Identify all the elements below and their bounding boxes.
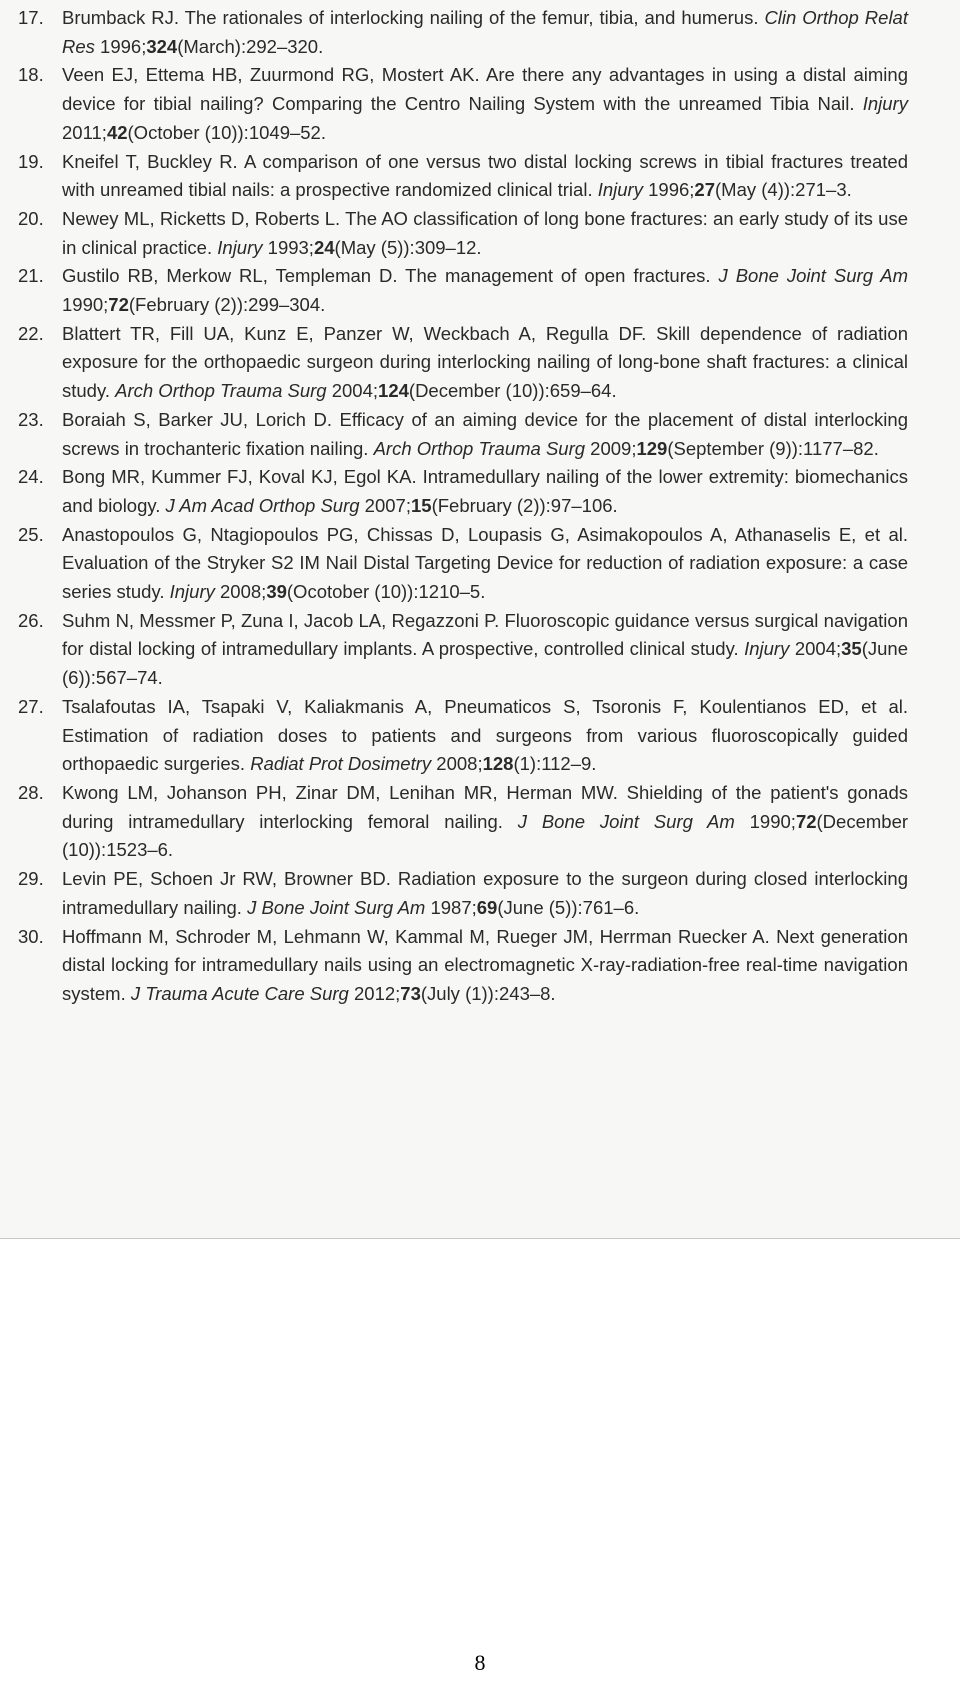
reference-text <box>62 61 908 147</box>
reference-item <box>18 205 908 262</box>
reference-item <box>18 865 908 922</box>
reference-year: 2007; <box>359 494 411 516</box>
reference-authors-title: Blattert TR, Fill UA, Kunz E, Panzer W, Weckbach A, Regulla DF. Skill dependence of radiation exposure for the orthopaedic surgeon during interlocking nailing of long-bone shaft fractures: a clinical study. <box>62 322 908 402</box>
reference-item <box>18 923 908 1009</box>
reference-authors-title: Suhm N, Messmer P, Zuna I, Jacob LA, Regazzoni P. Fluoroscopic guidance versus surgical navigation for distal locking of intramedullary implants. A prospective, controlled clinical study. <box>62 609 908 660</box>
reference-volume: 15 <box>410 494 432 516</box>
reference-journal: Injury <box>217 236 263 258</box>
reference-item <box>18 320 908 406</box>
reference-authors-title: Brumback RJ. The rationales of interlocking nailing of the femur, tibia, and humerus. <box>62 7 765 28</box>
reference-number: 24. <box>18 466 44 488</box>
reference-year: 1996; <box>94 35 147 57</box>
reference-issue-pages: (May (5)):309–12. <box>334 236 482 258</box>
reference-journal: J Bone Joint Surg Am <box>247 896 426 918</box>
reference-journal: J Bone Joint Surg Am <box>517 810 735 832</box>
reference-item <box>18 463 908 520</box>
reference-journal: J Bone Joint Surg Am <box>718 265 909 287</box>
reference-number: 19. <box>18 150 44 172</box>
reference-authors-title: Kwong LM, Johanson PH, Zinar DM, Lenihan MR, Herman MW. Shielding of the patient's gonads during intramedullary interlocking femoral nailing. <box>62 781 908 832</box>
reference-journal: Injury <box>862 93 908 115</box>
reference-issue-pages: (February (2)):97–106. <box>431 494 618 516</box>
reference-volume: 129 <box>636 437 668 459</box>
reference-text <box>62 923 908 1009</box>
reference-item <box>18 61 908 147</box>
reference-volume: 324 <box>146 35 178 57</box>
reference-number: 28. <box>18 781 44 803</box>
reference-item <box>18 521 908 607</box>
reference-authors-title: Tsalafoutas IA, Tsapaki V, Kaliakmanis A, Pneumaticos S, Tsoronis F, Koulentianos ED, et al. Estimation of radiation doses to patients and surgeons from various fluoroscopically guided orthopaedic surgeries. <box>62 695 908 775</box>
reference-authors-title: Boraiah S, Barker JU, Lorich D. Efficacy of an aiming device for the placement of distal interlocking screws in trochanteric fixation nailing. <box>62 408 908 459</box>
reference-volume: 24 <box>313 236 335 258</box>
reference-issue-pages: (December (10)):659–64. <box>408 380 617 402</box>
reference-journal: J Trauma Acute Care Surg <box>130 982 349 1004</box>
reference-number: 23. <box>18 408 44 430</box>
reference-authors-title: Levin PE, Schoen Jr RW, Browner BD. Radiation exposure to the surgeon during closed interlocking intramedullary nailing. <box>62 868 908 918</box>
reference-issue-pages: (1):112–9. <box>513 753 597 775</box>
reference-issue-pages: (May (4)):271–3. <box>715 179 852 201</box>
reference-text <box>62 779 908 865</box>
reference-authors-title: Hoffmann M, Schroder M, Lehmann W, Kammal M, Rueger JM, Herrman Ruecker A. Next generation distal locking for intramedullary nails using an electromagnetic X-ray-radiation-free real-time navigation system. <box>62 925 908 1004</box>
reference-text <box>62 521 908 607</box>
reference-journal: Arch Orthop Trauma Surg <box>373 437 586 459</box>
reference-authors-title: Kneifel T, Buckley R. A comparison of one versus two distal locking screws in tibial fractures treated with unreamed tibial nails: a prospective randomized clinical trial. <box>62 150 908 201</box>
reference-item <box>18 4 908 61</box>
reference-item <box>18 148 908 205</box>
reference-authors-title: Gustilo RB, Merkow RL, Templeman D. The management of open fractures. <box>62 265 719 287</box>
reference-year: 2008; <box>214 581 267 603</box>
reference-year: 1990; <box>734 810 796 832</box>
reference-issue-pages: (March):292–320. <box>177 35 324 57</box>
reference-journal: Clin Orthop Relat Res <box>62 7 908 57</box>
reference-volume: 73 <box>400 982 421 1004</box>
page-number: 8 <box>474 1650 486 1675</box>
reference-item <box>18 693 908 779</box>
reference-journal: Injury <box>744 638 790 660</box>
reference-item <box>18 779 908 865</box>
reference-number: 18. <box>18 64 44 86</box>
reference-number: 20. <box>18 207 44 229</box>
reference-number: 26. <box>18 609 44 631</box>
reference-year: 1996; <box>642 179 695 201</box>
reference-issue-pages: (June (6)):567–74. <box>62 638 908 689</box>
reference-volume: 124 <box>378 380 409 402</box>
reference-authors-title: Newey ML, Ricketts D, Roberts L. The AO classification of long bone fractures: an early study of its use in clinical practice. <box>62 207 908 258</box>
reference-item <box>18 262 908 319</box>
reference-text <box>62 406 908 463</box>
reference-number: 30. <box>18 925 44 947</box>
reference-item <box>18 607 908 693</box>
reference-volume: 35 <box>841 638 862 660</box>
reference-text <box>62 148 908 205</box>
reference-year: 1993; <box>262 236 314 258</box>
reference-volume: 69 <box>476 896 498 918</box>
reference-year: 2011; <box>62 121 107 143</box>
reference-text <box>62 865 908 922</box>
reference-number: 21. <box>18 265 44 287</box>
reference-year: 2008; <box>431 753 483 775</box>
reference-journal: J Am Acad Orthop Surg <box>165 494 360 516</box>
reference-text <box>62 320 908 406</box>
reference-issue-pages: (February (2)):299–304. <box>128 294 326 316</box>
reference-text <box>62 205 908 262</box>
scan-edge-divider <box>0 1238 960 1239</box>
reference-volume: 72 <box>108 294 129 316</box>
reference-journal: Arch Orthop Trauma Surg <box>115 380 327 402</box>
reference-authors-title: Veen EJ, Ettema HB, Zuurmond RG, Mostert AK. Are there any advantages in using a distal aiming device for tibial nailing? Comparing the Centro Nailing System with the unreamed Tibia Nail. <box>62 64 908 115</box>
reference-year: 1987; <box>425 896 477 918</box>
reference-year: 1990; <box>62 294 109 316</box>
reference-number: 27. <box>18 695 44 717</box>
reference-number: 25. <box>18 523 44 545</box>
reference-volume: 39 <box>266 581 287 603</box>
reference-year: 2009; <box>585 437 637 459</box>
reference-journal: Radiat Prot Dosimetry <box>250 753 432 775</box>
reference-issue-pages: (June (5)):761–6. <box>497 896 640 918</box>
reference-journal: Injury <box>169 581 215 603</box>
reference-issue-pages: (Ocotober (10)):1210–5. <box>286 581 486 603</box>
reference-list <box>18 4 908 1009</box>
reference-volume: 27 <box>694 179 715 201</box>
reference-number: 29. <box>18 868 44 890</box>
reference-issue-pages: (October (10)):1049–52. <box>127 121 326 143</box>
reference-year: 2004; <box>326 380 379 402</box>
reference-issue-pages: (July (1)):243–8. <box>420 982 556 1004</box>
reference-authors-title: Anastopoulos G, Ntagiopoulos PG, Chissas D, Loupasis G, Asimakopoulos A, Athanaselis E, et al. Evaluation of the Stryker S2 IM Nail Distal Targeting Device for reduction of radiation exposure: a case series study. <box>62 523 908 603</box>
reference-journal: Injury <box>597 179 643 201</box>
reference-text <box>62 4 908 61</box>
reference-text <box>62 607 908 693</box>
reference-text <box>62 262 908 319</box>
reference-issue-pages: (December (10)):1523–6. <box>62 810 909 861</box>
reference-number: 22. <box>18 322 44 344</box>
reference-issue-pages: (September (9)):1177–82. <box>667 437 879 459</box>
reference-text <box>62 693 908 779</box>
reference-volume: 42 <box>106 121 128 143</box>
reference-item <box>18 406 908 463</box>
reference-number: 17. <box>18 7 44 28</box>
reference-text <box>62 463 908 520</box>
reference-volume: 72 <box>795 810 817 832</box>
reference-year: 2012; <box>348 982 401 1004</box>
reference-year: 2004; <box>789 638 842 660</box>
reference-authors-title: Bong MR, Kummer FJ, Koval KJ, Egol KA. Intramedullary nailing of the lower extremity: biomechanics and biology. <box>62 466 908 516</box>
reference-volume: 128 <box>482 753 514 775</box>
